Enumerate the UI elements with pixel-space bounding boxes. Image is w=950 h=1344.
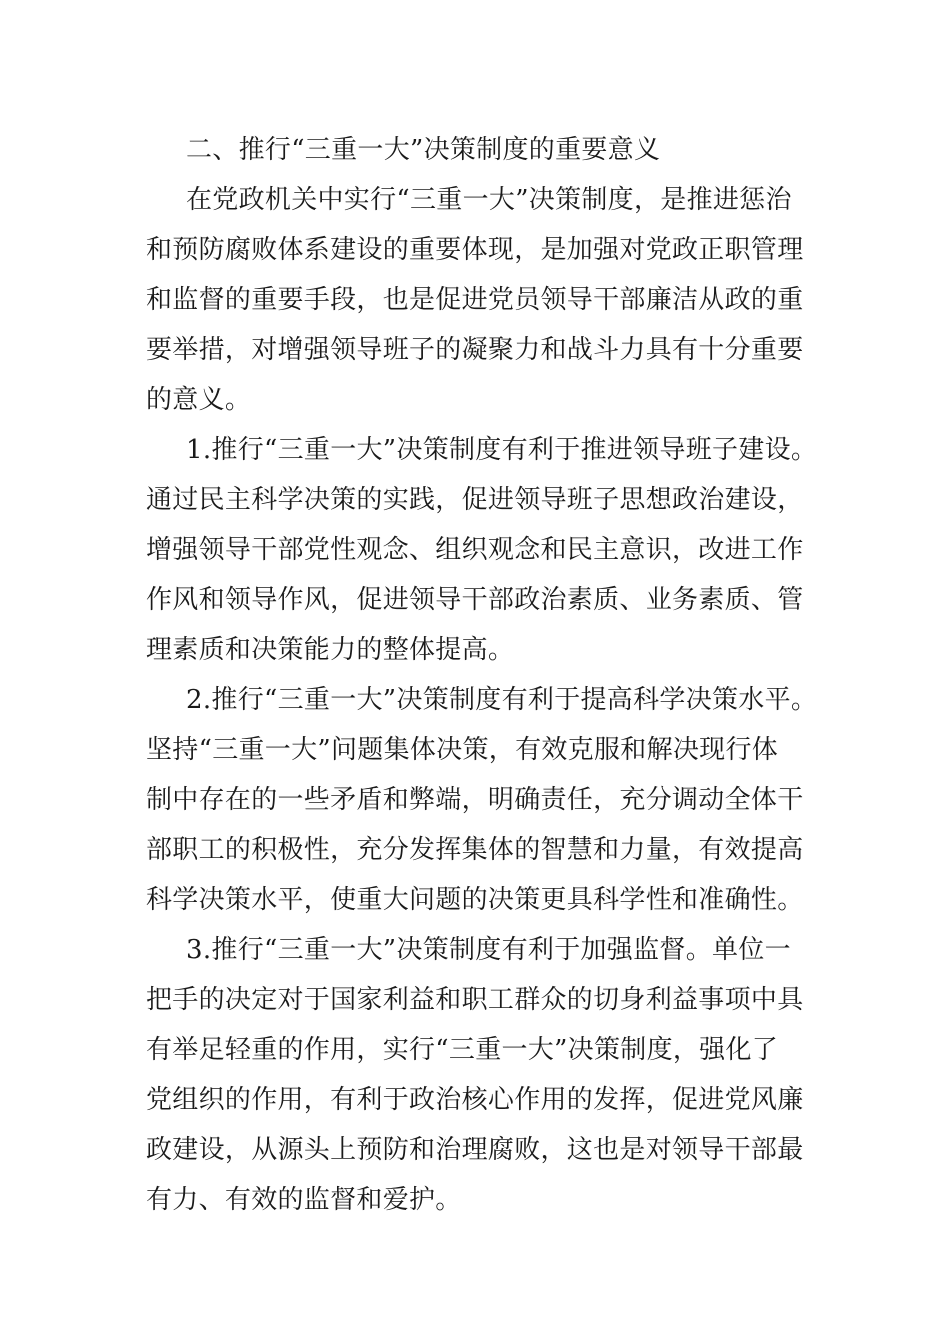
paragraph-1-line-3: 和监督的重要手段，也是促进党员领导干部廉洁从政的重 — [146, 285, 804, 315]
paragraph-1-line-2: 和预防腐败体系建设的重要体现，是加强对党政正职管理 — [146, 235, 804, 265]
paragraph-1-line-4: 要举措，对增强领导班子的凝聚力和战斗力具有十分重要 — [146, 335, 804, 365]
paragraph-3-line-1: 2.推行“三重一大”决策制度有利于提高科学决策水平。 — [186, 685, 818, 715]
paragraph-3-line-2: 坚持“三重一大”问题集体决策，有效克服和解决现行体 — [146, 735, 779, 765]
paragraph-2-line-1: 1.推行“三重一大”决策制度有利于推进领导班子建设。 — [186, 435, 818, 465]
paragraph-3-line-3: 制中存在的一些矛盾和弊端，明确责任，充分调动全体干 — [146, 785, 804, 815]
paragraph-1-line-1: 在党政机关中实行“三重一大”决策制度，是推进惩治 — [186, 185, 792, 215]
paragraph-2-line-2: 通过民主科学决策的实践，促进领导班子思想政治建设， — [146, 485, 804, 515]
section-heading: 二、推行“三重一大”决策制度的重要意义 — [186, 135, 661, 165]
paragraph-4-line-4: 党组织的作用，有利于政治核心作用的发挥，促进党风廉 — [146, 1085, 804, 1115]
paragraph-2-line-4: 作风和领导作风，促进领导干部政治素质、业务素质、管 — [146, 585, 804, 615]
paragraph-4-line-2: 把手的决定对于国家利益和职工群众的切身利益事项中具 — [146, 985, 804, 1015]
paragraph-4-line-5: 政建设，从源头上预防和治理腐败，这也是对领导干部最 — [146, 1135, 804, 1165]
paragraph-1-line-5: 的意义。 — [146, 385, 252, 415]
paragraph-4-line-6: 有力、有效的监督和爱护。 — [146, 1185, 462, 1215]
paragraph-3-line-4: 部职工的积极性，充分发挥集体的智慧和力量，有效提高 — [146, 835, 804, 865]
paragraph-4-line-1: 3.推行“三重一大”决策制度有利于加强监督。单位一 — [186, 935, 791, 965]
paragraph-2-line-3: 增强领导干部党性观念、组织观念和民主意识，改进工作 — [146, 535, 804, 565]
paragraph-3-line-5: 科学决策水平，使重大问题的决策更具科学性和准确性。 — [146, 885, 804, 915]
paragraph-2-line-5: 理素质和决策能力的整体提高。 — [146, 635, 515, 665]
paragraph-4-line-3: 有举足轻重的作用，实行“三重一大”决策制度，强化了 — [146, 1035, 779, 1065]
